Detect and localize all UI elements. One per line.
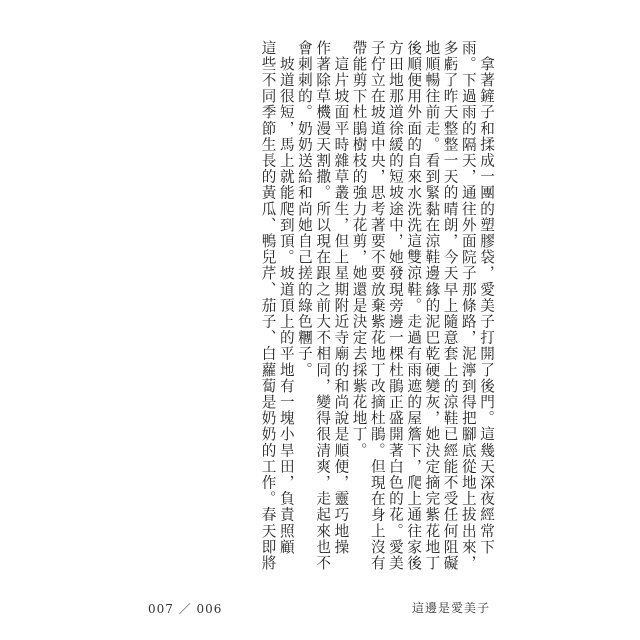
text-line: 子佇立在坡道中央，思考著要不要放棄紫花地丁改摘杜鵑。但現在身上沒有 <box>368 40 386 572</box>
text-line: 帶能剪下杜鵑樹枝的強力花剪，她還是決定去採紫花地丁。 <box>350 40 368 459</box>
text-line: 這片坡面平時雜草叢生，但上星期附近寺廟的和尚說是順便，靈巧地操 <box>332 40 350 556</box>
text-line: 這些不同季節生長的黃瓜、鴨兒芹、茄子、白蘿蔔是奶奶的工作。春天即將 <box>259 40 277 572</box>
text-line: 方田地那道徐緩的短坡途中，她發現旁邊一棵杜鵑正盛開著白色的花。愛美 <box>386 40 404 572</box>
body-text <box>150 40 495 572</box>
text-line: 拿著鏟子和揉成一團的塑膠袋，愛美子打開了後門。這幾天深夜經常下 <box>478 40 495 556</box>
running-title: 這邊是愛美子 <box>411 601 490 615</box>
text-line: 會刺刺的。奶奶送給和尚她自己搓的綠色糰子。 <box>295 40 313 379</box>
text-line: 後順便用外面的自來水洗洗這雙涼鞋。走過有雨遮的屋簷下，爬上通往家後 <box>405 40 423 572</box>
text-line: 雨。下過雨的隔天，通往外面院子那條路，泥濘到得把腳底從地上拔出來， <box>459 40 477 572</box>
text-line: 地順暢往前走。看到緊黏在涼鞋邊緣的泥巴乾硬變灰，她決定摘完紫花地丁 <box>423 40 441 572</box>
text-line: 坡道很短，馬上就能爬到頂。坡道頂上的平地有一塊小旱田，負責照顧 <box>277 40 295 556</box>
text-line: 多虧了昨天整整一天的晴朗，今天早上隨意套上的涼鞋已經能不受任何阻礙 <box>441 40 459 572</box>
text-line: 作著除草機漫天割撒。所以現在跟之前大不相同，變得很清爽，走起來也不 <box>314 40 332 572</box>
page-numbers: 007 ／ 006 <box>148 602 223 616</box>
